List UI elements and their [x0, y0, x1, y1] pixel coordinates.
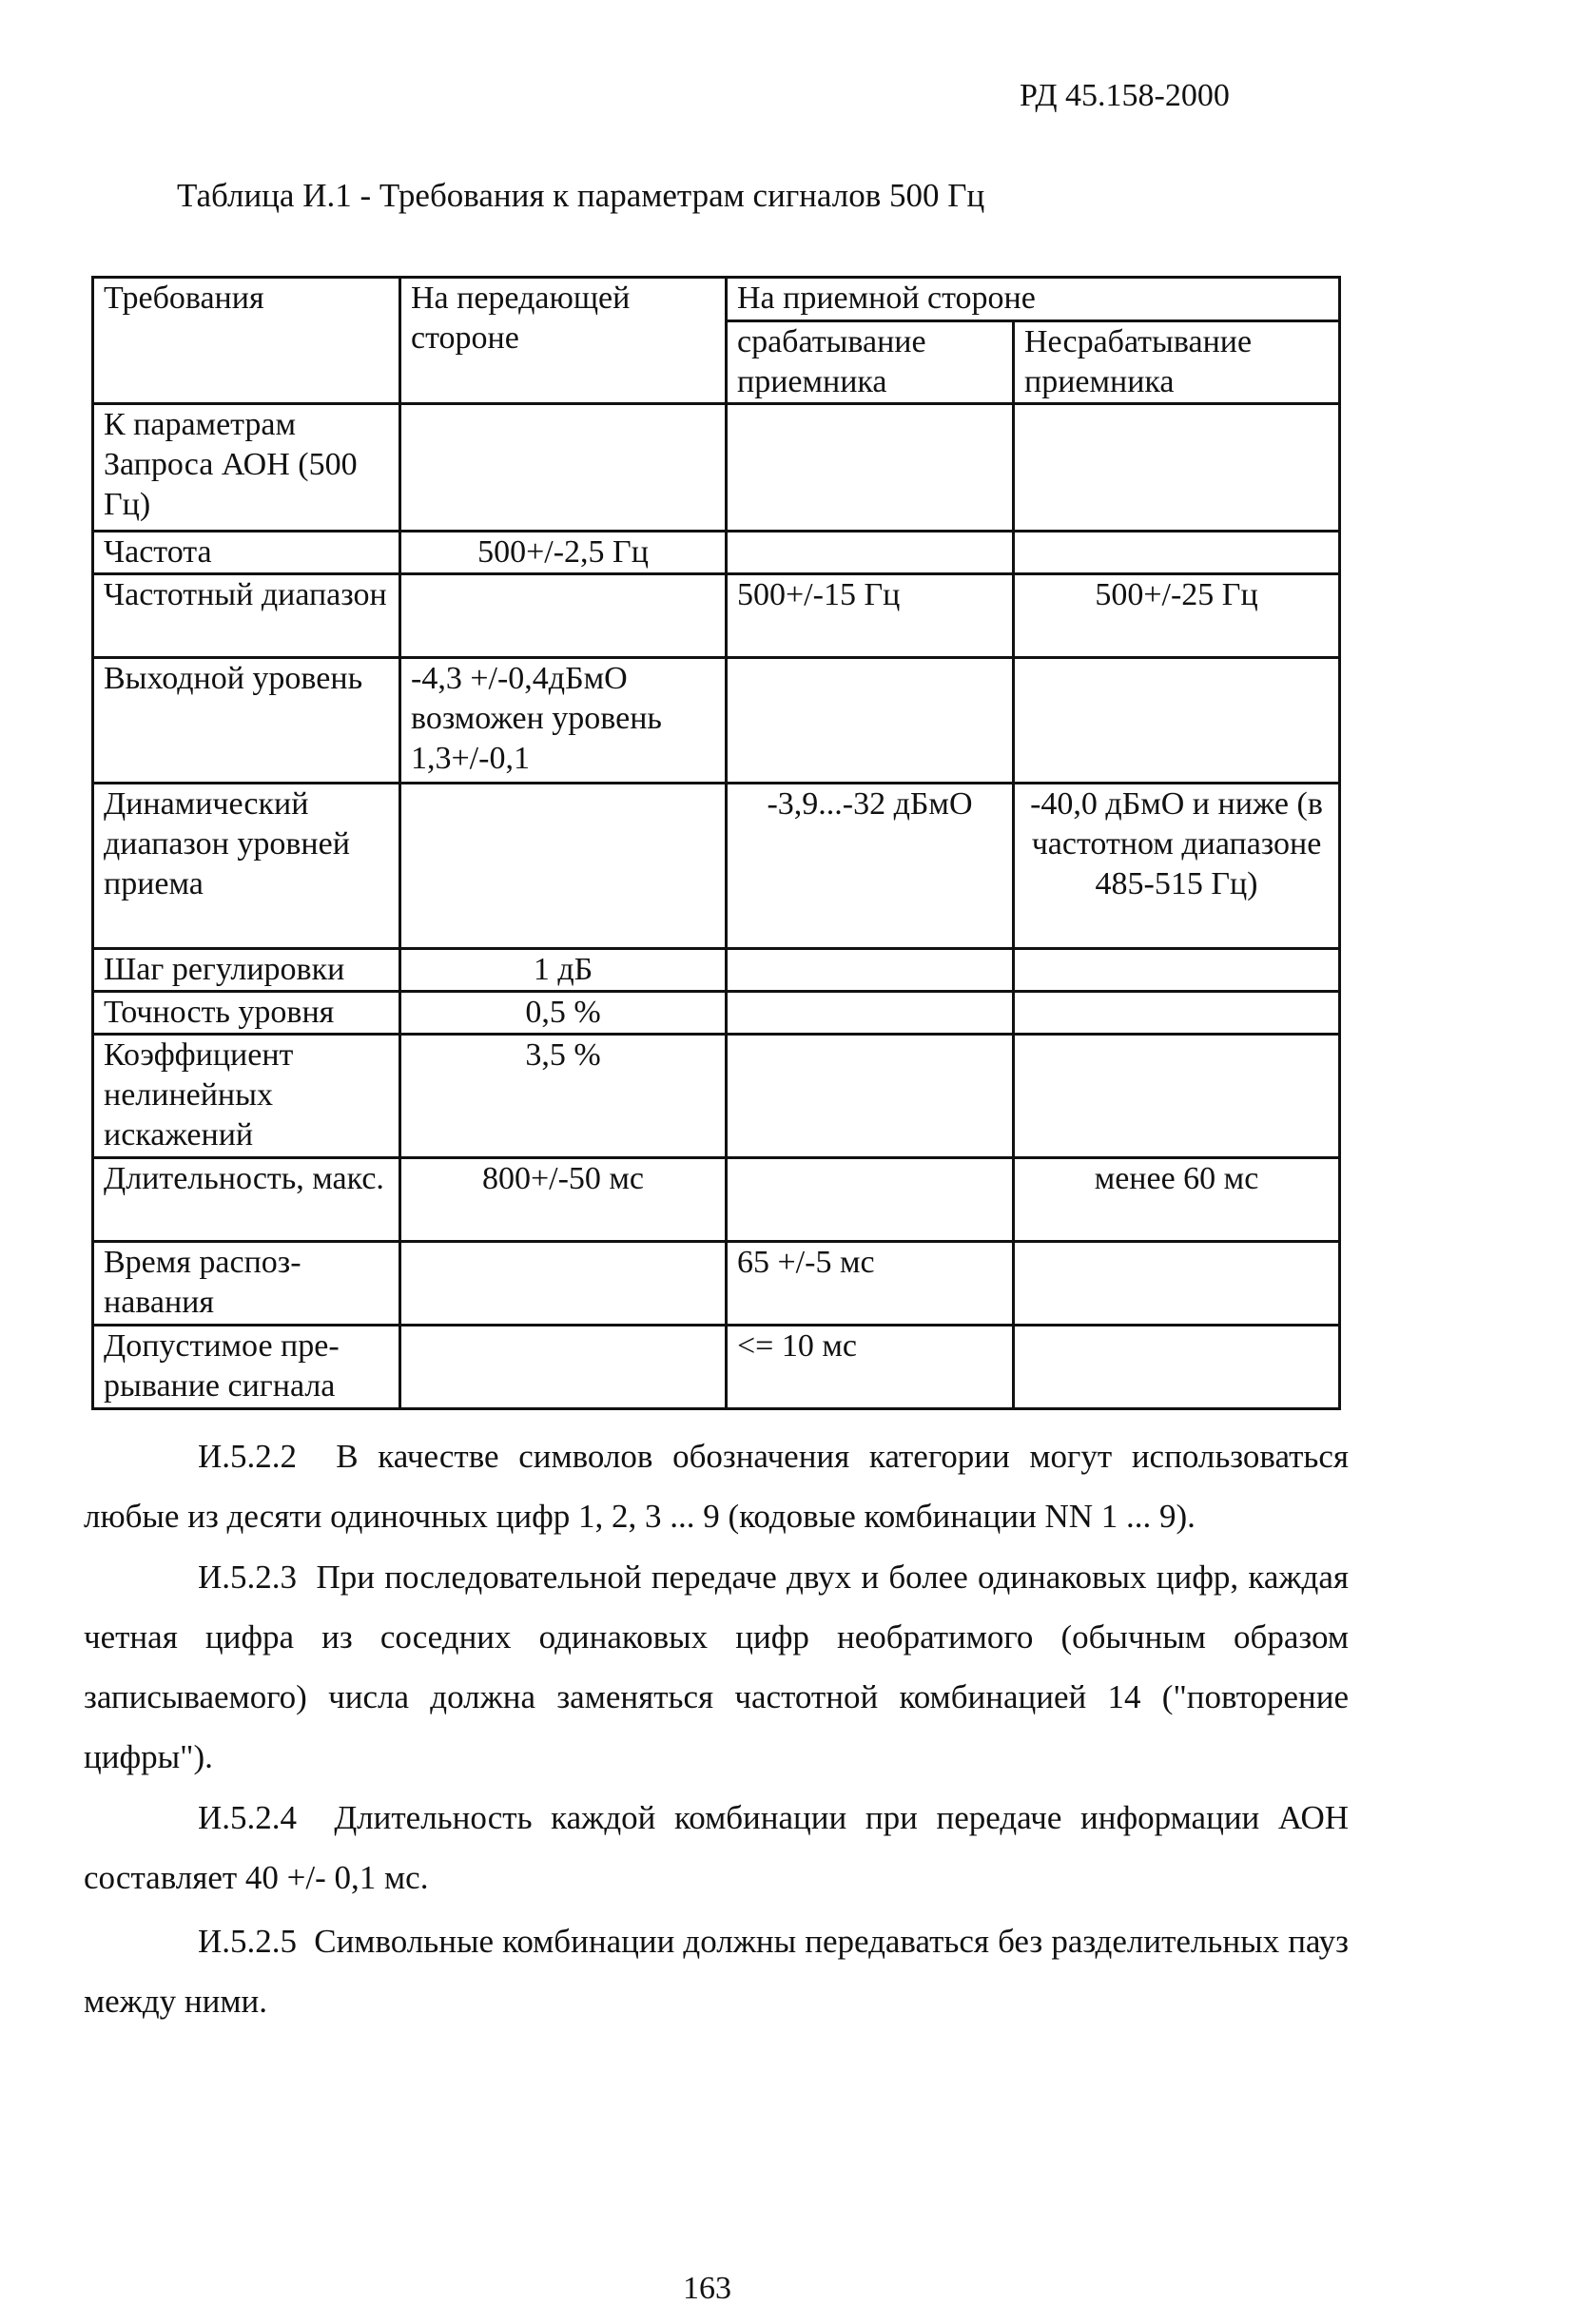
cell-parameter: Частотный диапазон	[93, 574, 400, 658]
table-row	[93, 1242, 1340, 1326]
cell-operate	[727, 658, 1014, 784]
cell-parameter: Длительность, макс.	[93, 1158, 400, 1242]
document-code: РД 45.158-2000	[1020, 78, 1230, 113]
cell-operate: 65 +/-5 мс	[727, 1242, 1014, 1326]
cell-parameter: Коэффициент нелинейных искажений	[93, 1035, 400, 1158]
paragraph-text: При последовательной передаче двух и более одинаковых цифр, каждая четная цифра из соседних одинаковых цифр необратимого (обычным образом записываемого) числа должна заменяться частотной комбинацией 14 ("повторение цифры").	[84, 1559, 1350, 1775]
table-row	[93, 1326, 1340, 1409]
cell-operate: 500+/-15 Гц	[727, 574, 1014, 658]
cell-nonoperate	[1014, 949, 1340, 992]
table-row	[93, 784, 1340, 949]
cell-nonoperate	[1014, 404, 1340, 532]
cell-transmit	[400, 1326, 727, 1409]
cell-nonoperate	[1014, 1326, 1340, 1409]
paragraph-text: Символьные комбинации должны передаваться без разделительных пауз между ними.	[84, 1923, 1350, 2020]
paragraph-i-5-2-4	[84, 1788, 1349, 1908]
cell-parameter: Динамический диапазон уровней приема	[93, 784, 400, 949]
cell-operate: -3,9...-32 дБмО	[727, 784, 1014, 949]
table-row	[93, 532, 1340, 574]
table-caption: Таблица И.1 - Требования к параметрам сигналов 500 Гц	[177, 177, 985, 214]
paragraph-number: И.5.2.3	[198, 1559, 298, 1596]
cell-transmit: -4,3 +/-0,4дБмО возможен уровень 1,3+/-0,1	[400, 658, 727, 784]
table-row	[93, 1035, 1340, 1158]
table-row	[93, 574, 1340, 658]
table-row	[93, 658, 1340, 784]
cell-transmit	[400, 404, 727, 532]
cell-transmit: 1 дБ	[400, 949, 727, 992]
cell-parameter: Частота	[93, 532, 400, 574]
header-requirements: Требования	[93, 278, 400, 404]
paragraph-text: Длительность каждой комбинации при передаче информации АОН составляет 40 +/- 0,1 мс.	[84, 1799, 1349, 1896]
cell-transmit: 3,5 %	[400, 1035, 727, 1158]
cell-transmit: 800+/-50 мс	[400, 1158, 727, 1242]
table-row	[93, 404, 1340, 532]
table-row	[93, 1158, 1340, 1242]
cell-operate	[727, 1035, 1014, 1158]
paragraph-i-5-2-2	[84, 1426, 1349, 1546]
requirements-table	[91, 276, 1341, 1410]
cell-operate	[727, 949, 1014, 992]
cell-nonoperate	[1014, 1242, 1340, 1326]
table-row	[93, 949, 1340, 992]
cell-parameter: Допустимое пре- рывание сигнала	[93, 1326, 400, 1409]
header-row-1	[93, 278, 1340, 321]
cell-transmit	[400, 574, 727, 658]
cell-operate: <= 10 мс	[727, 1326, 1014, 1409]
paragraph-number: И.5.2.4	[198, 1799, 298, 1836]
cell-operate	[727, 992, 1014, 1035]
paragraph-text: В качестве символов обозначения категории могут использоваться любые из десяти одиночных цифр 1, 2, 3 ... 9 (кодовые комбинации NN 1 ... 9).	[84, 1438, 1349, 1535]
paragraph-i-5-2-3	[84, 1547, 1349, 1787]
cell-nonoperate	[1014, 1035, 1340, 1158]
cell-nonoperate	[1014, 658, 1340, 784]
cell-nonoperate	[1014, 992, 1340, 1035]
cell-operate	[727, 1158, 1014, 1242]
paragraph-number: И.5.2.2	[198, 1438, 298, 1475]
paragraph-number: И.5.2.5	[198, 1923, 298, 1960]
cell-operate	[727, 404, 1014, 532]
cell-nonoperate: 500+/-25 Гц	[1014, 574, 1340, 658]
cell-transmit	[400, 1242, 727, 1326]
cell-parameter: Шаг регулировки	[93, 949, 400, 992]
cell-nonoperate: -40,0 дБмО и ниже (в частотном диапазоне 485-515 Гц)	[1014, 784, 1340, 949]
paragraph-i-5-2-5	[84, 1911, 1349, 2031]
cell-transmit: 500+/-2,5 Гц	[400, 532, 727, 574]
cell-parameter: К параметрам Запроса АОН (500 Гц)	[93, 404, 400, 532]
cell-nonoperate: менее 60 мс	[1014, 1158, 1340, 1242]
header-receiver-nonoperate: Несрабатывание приемника	[1014, 321, 1340, 404]
cell-transmit: 0,5 %	[400, 992, 727, 1035]
header-transmit-side: На передающей стороне	[400, 278, 727, 404]
cell-parameter: Время распоз- навания	[93, 1242, 400, 1326]
page-number: 163	[683, 2271, 731, 2306]
header-receive-side: На приемной стороне	[727, 278, 1340, 321]
cell-transmit	[400, 784, 727, 949]
cell-parameter: Выходной уровень	[93, 658, 400, 784]
cell-parameter: Точность уровня	[93, 992, 400, 1035]
header-receiver-operate: срабатывание приемника	[727, 321, 1014, 404]
table-row	[93, 992, 1340, 1035]
cell-nonoperate	[1014, 532, 1340, 574]
cell-operate	[727, 532, 1014, 574]
